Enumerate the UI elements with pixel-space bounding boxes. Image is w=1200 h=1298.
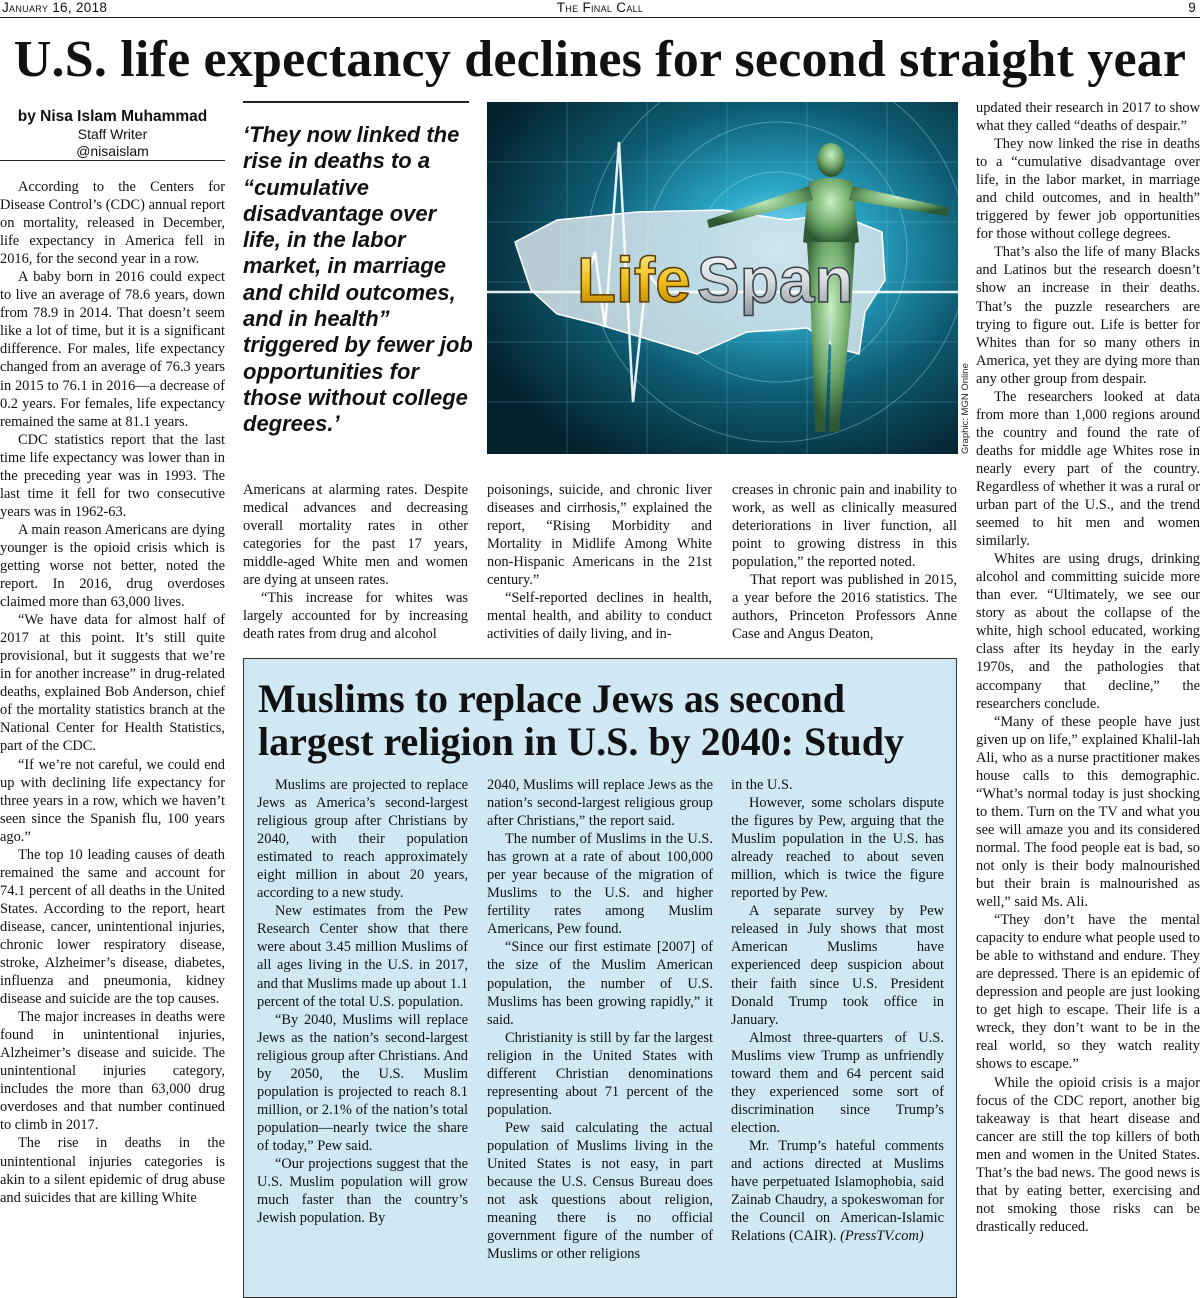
paragraph: Pew said calculating the actual population of Muslims living in the United States is not easy, in part because the U.S. Census Bureau does not ask questions about religion, meaning there is no official government figure of the number of Muslims or other religions	[487, 1119, 713, 1263]
paragraph: “Since our first estimate [2007] of the size of the Muslim American population, the number of U.S. Muslims has been growing rapidly,” it said.	[487, 939, 713, 1028]
main-column-4	[732, 481, 957, 643]
source-credit: (PressTV.com)	[836, 1228, 924, 1245]
sidebar-column-3	[731, 776, 944, 1245]
byline-title: Staff Writer	[77, 126, 148, 142]
page-header	[0, 0, 1200, 18]
paragraph: The rise in deaths in the unintentional injuries categories is akin to a silent epidemic of drug abuse and suicides that are killing White	[0, 1135, 225, 1206]
paragraph: A separate survey by Pew released in July shows that most American Muslims have experienced deep suspicion about their faith since U.S. President Donald Trump took office in January.	[731, 903, 944, 1028]
paragraph: Americans at alarming rates. Despite medical advances and decreasing overall mortality rates in other categories for the past 17 years, middle-aged White men and women are dying at unseen rates.	[243, 482, 468, 589]
paragraph: poisonings, suicide, and chronic liver diseases and cirrhosis,” explained the report, “Rising Morbidity and Mortality in Midlife Among White non-Hispanic Americans in the 21st century.”	[487, 482, 712, 589]
paragraph: The top 10 leading causes of death remained the same and account for 74.1 percent of all deaths in the United States. According to the report, heart disease, cancer, unintentional injuries, chronic lower respiratory disease, stroke, Alzheimer’s disease, diabetes, influenza and pneumonia, kidney disease and suicide are the top causes.	[0, 846, 225, 1008]
paragraph: “This increase for whites was largely accounted for by increasing death rates from drug and alcohol	[243, 590, 468, 643]
sidebar-column-1	[257, 776, 468, 1227]
paragraph: Mr. Trump’s hateful comments and actions directed at Muslims have perpetuated Islamophobia, said Zainab Chaudry, a spokeswoman for the Council on American-Islamic Relations (CAIR). (PressTV.com)	[731, 1137, 944, 1245]
paragraph: “We have data for almost half of 2017 at this point. It’s still quite provisional, but it suggests that we’re in for another increase” in drug-related deaths, explained Bob Anderson, chief of the mortality statistics branch at the National Center for Health Statistics, part of the CDC.	[0, 612, 225, 755]
main-headline: U.S. life expectancy declines for second straight year	[13, 31, 1187, 88]
image-credit: Graphic: MGN Online	[960, 363, 971, 454]
paragraph: Christianity is still by far the largest religion in the United States with different Christian denominations representing about 71 percent of the population.	[487, 1029, 713, 1118]
paragraph: 2040, Muslims will replace Jews as the nation’s second-largest religious group after Christians,” the report said.	[487, 777, 713, 830]
page-number: 9	[1188, 0, 1196, 15]
byline-rule	[0, 160, 225, 161]
byline-handle: @nisaislam	[76, 143, 149, 159]
paragraph: “Our projections suggest that the U.S. Muslim population will grow much faster than the country’s Jewish population. By	[257, 1155, 468, 1227]
paper-name: The Final Call	[556, 0, 644, 15]
paragraph: Whites are using drugs, drinking alcohol and committing suicide more than ever. “Ultimately, we see our story as about the collapse of the white, high school educated, working class after its heyday in the early 1970s, and the pathologies that accompany that decline,” the researchers conclude.	[976, 551, 1200, 712]
paragraph: “Self-reported declines in health, mental health, and ability to conduct activities of daily living, and in-	[487, 590, 712, 643]
paragraph: Muslims are projected to replace Jews as America’s second-largest religious group after Christians by 2040, with their population estimated to reach approximately eight million in about 20 years, according to a new study.	[257, 777, 468, 902]
paragraph: However, some scholars dispute the figures by Pew, arguing that the Muslim population in the U.S. has already reached to about seven million, which is twice the figure reported by Pew.	[731, 795, 944, 902]
paragraph: updated their research in 2017 to show what they called “deaths of despair.”	[976, 100, 1200, 135]
paragraph: A baby born in 2016 could expect to live an average of 78.6 years, down from 78.9 in 2014. That doesn’t seem like a lot of time, but it is a significant difference. For males, life expectancy changed from an average of 76.3 years in 2015 to 76.1 in 2016—a decrease of 0.2 years. For females, life expectancy remained the same at 81.1 years.	[0, 269, 225, 430]
paragraph: The major increases in deaths were found in unintentional injuries, Alzheimer’s disease and suicide. The unintentional injuries category, includes the more than 63,000 drug overdoses and that number continued to climb in 2017.	[0, 1009, 225, 1134]
paragraph: The researchers looked at data from more than 1,000 regions around the country and found the rate of deaths for middle age Whites rose in nearly every part of the country. Regardless of whether it was a rural or urban part of the U.S., and the trend seemed to hit men and women similarly.	[976, 388, 1200, 550]
main-column-3	[487, 481, 712, 643]
graphic-title-life: Life	[577, 244, 691, 316]
paragraph: in the U.S.	[731, 777, 793, 793]
pull-quote: ‘They now linked the rise in deaths to a “cumulative disadvantage over life, in the labor market, in marriage and child outcomes, and in health” triggered by fewer job opportunities for those without college degrees.’	[243, 122, 473, 437]
paragraph: “Many of these people have just given up on life,” explained Khalil-lah Ali, who as a nurse practitioner makes house calls to this demographic. “What’s normal today is just shocking to them. Turn on the TV and what you see will amaze you and its considered normal. The food people eat is bad, so not only is their body malnourished but their brain is malnourished as well,” said Ms. Ali.	[976, 713, 1200, 911]
main-column-5	[976, 99, 1200, 1236]
issue-date: January 16, 2018	[2, 0, 108, 15]
paragraph: Almost three-quarters of U.S. Muslims view Trump as unfriendly toward them and 64 percent said they experienced some sort of discrimination since Trump’s election.	[731, 1029, 944, 1136]
paragraph: “If we’re not careful, we could end up with declining life expectancy for three years in a row, which we haven’t seen since the Spanish flu, 100 years ago.”	[0, 756, 225, 845]
life-span-illustration	[487, 102, 958, 454]
paragraph: A main reason Americans are dying younger is the opioid crisis which is getting worse not better, noted the report. In 2016, drug overdoses claimed more than 63,000 lives.	[0, 521, 225, 611]
paragraph: CDC statistics report that the last time life expectancy was lower than in the preceding year was in 1993. The last time it fell for two consecutive years was in 1962-63.	[0, 431, 225, 520]
paragraph: “They don’t have the mental capacity to endure what people used to be able to withstand and endure. They are depressed. There is an epidemic of depression and people are just looking to get high to escape. Their life is a wreck, they don’t want to be in the real world, so they watch reality shows to escape.”	[976, 912, 1200, 1073]
paragraph: “By 2040, Muslims will replace Jews as the nation’s second-largest religious group after Christians. And by 2050, the U.S. Muslim population is projected to reach 8.1 million, or 2.1% of the nation’s total population—nearly twice the share of today,” Pew said.	[257, 1011, 468, 1154]
paragraph: While the opioid crisis is a major focus of the CDC report, another big takeaway is that heart disease and cancer are still the top killers of both men and women in the United States. That’s the bad news. The good news is that by eating better, exercising and not smoking those risks can be drastically reduced.	[976, 1074, 1200, 1235]
paragraph: New estimates from the Pew Research Center show that there were about 3.45 million Muslims of all ages living in the U.S. in 2017, and that Muslims made up about 1.1 percent of the total U.S. population.	[257, 903, 468, 1010]
paragraph: creases in chronic pain and inability to work, as well as clinically measured deteriorations in liver function, all point to growing distress in this population,” the reported noted.	[732, 482, 957, 571]
byline	[0, 107, 225, 160]
pull-quote-rule	[243, 101, 469, 103]
paragraph: They now linked the rise in deaths to a “cumulative disadvantage over life, in the labor market, in marriage and child outcomes, and in health” triggered by fewer job opportunities for those without college degrees.	[976, 136, 1200, 243]
paragraph: That report was published in 2015, a year before the 2016 statistics. The authors, Princeton Professors Anne Case and Angus Deaton,	[732, 572, 957, 643]
paragraph: According to the Centers for Disease Control’s (CDC) annual report on mortality, released in December, life expectancy in America fell in 2016, for the second year in a row.	[0, 179, 225, 268]
graphic-title-span: Span	[697, 244, 854, 316]
main-column-1	[0, 178, 225, 1207]
sidebar-column-2	[487, 776, 713, 1263]
paragraph: The number of Muslims in the U.S. has grown at a rate of about 100,000 per year because of the migration of Muslims to the U.S. and higher fertility rates among Muslim Americans, Pew found.	[487, 831, 713, 938]
sidebar-story-box	[243, 658, 957, 1298]
main-column-2	[243, 481, 468, 643]
paragraph: That’s also the life of many Blacks and Latinos but the research doesn’t show an increase in their deaths. That’s the puzzle researchers are trying to figure out. Life is better for Whites than for so many others in America, yet they are dying more than any other group from despair.	[976, 244, 1200, 387]
sidebar-headline: Muslims to replace Jews as second largest religion in U.S. by 2040: Study	[258, 676, 904, 764]
byline-name: by Nisa Islam Muhammad	[17, 108, 208, 125]
life-span-graphic	[487, 102, 958, 454]
